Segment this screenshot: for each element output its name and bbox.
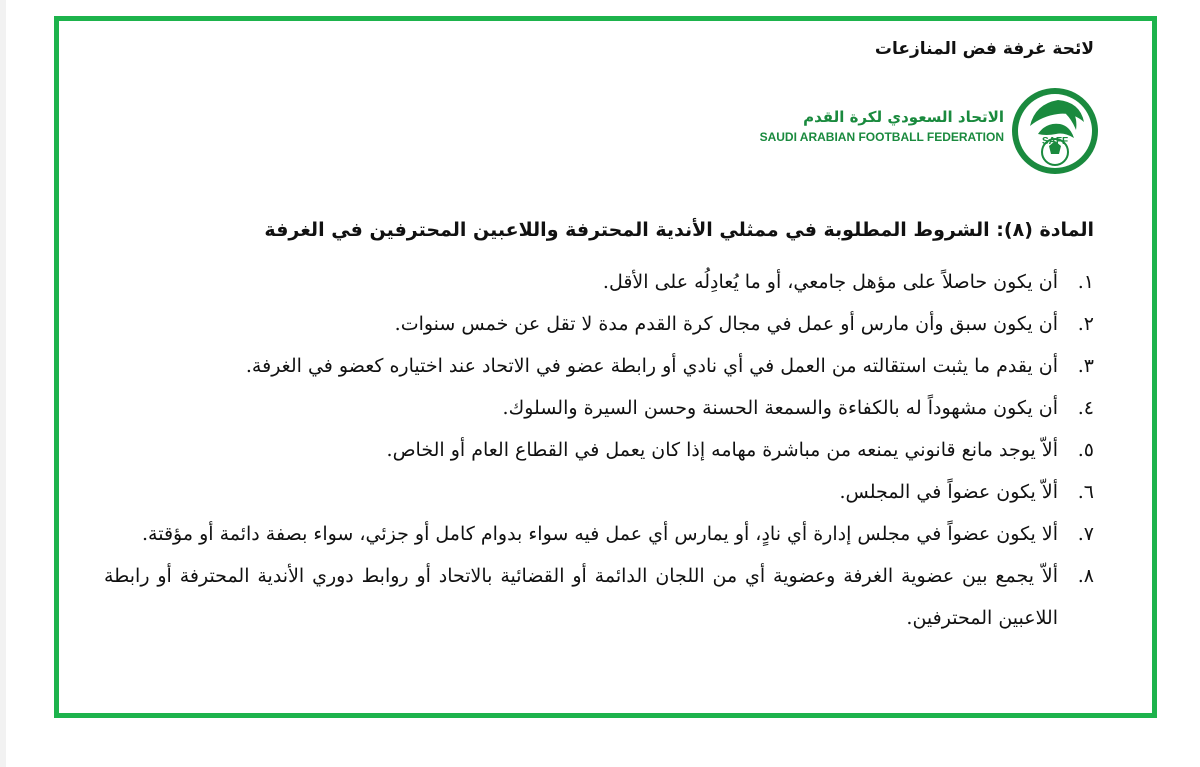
item-text: أن يكون سبق وأن مارس أو عمل في مجال كرة القدم مدة لا تقل عن خمس سنوات. [394, 313, 1058, 335]
list-item [104, 303, 1094, 345]
list-item [104, 471, 1094, 513]
item-number: ٤. [1077, 397, 1094, 419]
list-item [104, 513, 1094, 555]
item-number: ٣. [1077, 355, 1094, 377]
item-number: ٢. [1077, 313, 1094, 335]
list-item [104, 555, 1094, 639]
article-heading: المادة (٨): الشروط المطلوبة في ممثلي الأندية المحترفة واللاعبين المحترفين في الغرفة [264, 219, 1094, 241]
conditions-list [104, 261, 1094, 639]
item-number: ٥. [1077, 439, 1094, 461]
saff-emblem-icon [1010, 86, 1100, 176]
item-text: أن يكون مشهوداً له بالكفاءة والسمعة الحسنة وحسن السيرة والسلوك. [502, 397, 1058, 419]
item-text: ألاّ يكون عضواً في المجلس. [839, 481, 1058, 503]
logo-english-name: SAUDI ARABIAN FOOTBALL FEDERATION [759, 130, 1004, 144]
list-item [104, 387, 1094, 429]
emblem-text: SAFF [1041, 136, 1069, 147]
saff-logo [759, 86, 1100, 178]
logo-text [760, 108, 1004, 144]
document-page [6, 0, 1200, 767]
item-number: ٨. [1077, 565, 1094, 587]
item-text: ألاّ يجمع بين عضوية الغرفة وعضوية أي من اللجان الدائمة أو القضائية بالاتحاد أو روابط دوري الأندية المحترفة أو رابطة اللاعبين المحترفين. [104, 565, 1058, 629]
list-item [104, 261, 1094, 303]
item-number: ٧. [1077, 523, 1094, 545]
list-item [104, 429, 1094, 471]
green-border-frame [54, 16, 1157, 718]
item-number: ١. [1077, 271, 1094, 293]
item-text: ألا يكون عضواً في مجلس إدارة أي نادٍ، أو يمارس أي عمل فيه سواء بدوام كامل أو جزئي، سواء بصفة دائمة أو مؤقتة. [142, 523, 1058, 545]
logo-arabic-name: الاتحاد السعودي لكرة القدم [803, 108, 1004, 126]
item-text: أن يقدم ما يثبت استقالته من العمل في أي نادي أو رابطة عضو في الاتحاد عند اختياره كعضو في الغرفة. [245, 355, 1058, 377]
item-text: ألاّ يوجد مانع قانوني يمنعه من مباشرة مهامه إذا كان يعمل في القطاع العام أو الخاص. [386, 439, 1058, 461]
item-number: ٦. [1077, 481, 1094, 503]
item-text: أن يكون حاصلاً على مؤهل جامعي، أو ما يُعادِلُه على الأقل. [602, 271, 1058, 293]
list-item [104, 345, 1094, 387]
document-title: لائحة غرفة فض المنازعات [874, 39, 1094, 59]
